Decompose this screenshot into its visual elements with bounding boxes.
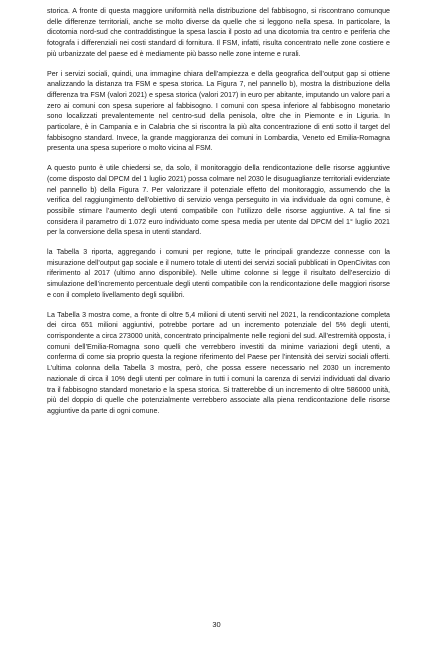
paragraph-fsm-distribution: storica. A fronte di questa maggiore uniformità nella distribuzione del fabbisogno, si riscontrano comunque delle differenze territoriali, anche se molto diverse da quelle che si leggono nella spesa. In particolare, la dicotomia nord-sud che contraddistingue la spesa lascia il posto ad una dicotomia tra centro e periferia che fotografa i differenziali nei costi standard di fornitura. Il FSM, infatti, risulta concentrato nelle zone costiere e più urbanizzate del paese ed è mediamente più basso nelle zone interne e rurali. — [47, 7, 390, 58]
paragraph-monitoring-question: A questo punto è utile chiedersi se, da solo, il monitoraggio della rendicontazione delle risorse aggiuntive (come disposto dal DPCM del 1 luglio 2021) possa colmare nel 2030 le disuguaglianze territoriali evidenziate nel pannello b) della Figura 7. Per valorizzare il potenziale effetto del monitoraggio, assumendo che la verifica del raggiungimento dell’obiettivo di servizio venga perseguito in via individuale da ogni comune, è possibile stimare l’aumento degli utenti compatibile con l’utilizzo delle risorse aggiuntive. A tal fine si considera il parametro di 1.072 euro individuato come spesa media per utente dal DPCM del 1° luglio 2021 per la conversione della spesa in utenti standard. — [47, 164, 390, 237]
page-number: 30 — [212, 620, 221, 629]
paragraph-table3-intro: la Tabella 3 riporta, aggregando i comuni per regione, tutte le principali grandezze connesse con la misurazione dell’output gap sociale e il numero totale di utenti dei servizi sociali pubblicati in OpenCivitas con riferimento al 2017 (ultimo anno disponibile). Nelle ultime colonne si legge il risultato dell’esercizio di simulazione dell’incremento percentuale degli utenti compatibile con la rendicontazione delle maggiori risorse e con il completo livellamento degli squilibri. — [47, 248, 390, 299]
document-page — [47, 6, 390, 426]
paragraph-output-gap-geography: Per i servizi sociali, quindi, una immagine chiara dell’ampiezza e della geografica dell’output gap si ottiene analizzando la distanza tra FSM e spesa storica. La Figura 7, nel pannello b), mostra la distribuzione della differenza tra FSM (valori 2021) e spesa storica (valori 2017) in euro per abitante, imputando un valore pari a zero ai comuni con spesa superiore al fabbisogno. I comuni con spesa inferiore al fabbisogno monetario sono localizzati prevalentemente nel centro-sud della penisola, oltre che in Piemonte e in Liguria. In particolare, è in Campania e in Calabria che si riscontra la più alta concentrazione di enti sotto il target del fabbisogno standard. Invece, la grande maggioranza dei comuni in Lombardia, Veneto ed Emilia-Romagna presenta una spesa superiore o molto vicina al FSM. — [47, 69, 390, 153]
paragraph-table3-results: La Tabella 3 mostra come, a fronte di oltre 5,4 milioni di utenti serviti nel 2021, la rendicontazione completa dei circa 651 milioni aggiuntivi, potrebbe portare ad un incremento potenziale del 5% degli utenti, corrispondente a circa 273000 unità, concentrato principalmente nelle regioni del sud. All’estremità opposta, i comuni dell’Emilia-Romagna sono quelli che verrebbero investiti da minime variazioni degli utenti, a conferma di come sia proprio questa la regione riferimento del Paese per l’intensità dei servizi sociali offerti. L’ultima colonna della Tabella 3 mostra, però, che possa essere necessario nel 2030 un incremento nazionale di circa il 10% degli utenti per colmare in tutti i comuni la carenza di servizi individuati dal divario tra il fabbisogno standard monetario e la spesa storica. Si tratterebbe di un incremento di oltre 586000 unità, più del doppio di quelle che potenzialmente verrebbero associate alla piena rendicontazione delle risorse aggiuntive da parte di ogni comune. — [47, 310, 390, 415]
